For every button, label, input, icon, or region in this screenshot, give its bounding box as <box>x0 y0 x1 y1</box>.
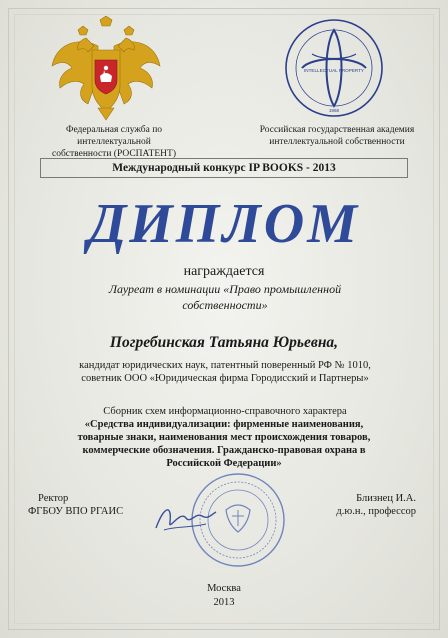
left-organization <box>28 124 200 160</box>
signature-icon <box>150 498 220 538</box>
collection-line4: Российской Федерации» <box>166 458 282 469</box>
right-org-line2: интеллектуальной собственности <box>269 137 405 147</box>
signer-degree: д.ю.н., профессор <box>336 506 416 517</box>
signer-block <box>296 492 416 518</box>
footer-city: Москва <box>207 583 241 594</box>
recipient-credentials <box>40 359 410 385</box>
footer <box>0 582 448 610</box>
collection-intro: Сборник схем информационно-справочного характера <box>103 406 347 417</box>
coat-of-arms-eagle-icon <box>48 16 164 124</box>
rgais-logo-icon <box>282 16 386 120</box>
right-organization <box>248 124 426 148</box>
logo-year: 1968 <box>328 108 340 113</box>
laureate-line2: собственности» <box>182 298 268 312</box>
rector-university: ФГБОУ ВПО РГАИС <box>28 506 124 517</box>
collection-line3: коммерческие обозначения. Гражданско-правовая охрана в <box>82 445 366 456</box>
laureate-nomination <box>90 281 360 313</box>
collection-title <box>34 418 414 470</box>
credentials-line2: советник ООО «Юридическая фирма Городисский и Партнеры» <box>81 373 369 384</box>
footer-year: 2013 <box>213 597 235 608</box>
recipient-name: Погребинская Татьяна Юрьевна, <box>109 334 339 351</box>
right-org-line1: Российская государственная академия <box>259 125 415 135</box>
collection-line2: товарные знаки, наименования мест происхождения товаров, <box>77 432 371 443</box>
left-org-line1: Федеральная служба по интеллектуальной <box>65 125 163 147</box>
contest-title: Международный конкурс IP BOOKS - 2013 <box>40 158 408 178</box>
rector-title: Ректор <box>38 493 69 504</box>
logo-text: INTELLECTUAL PROPERTY <box>304 68 364 73</box>
collection-line1: «Средства индивидуализации: фирменные наименования, <box>84 419 364 430</box>
diploma-title: ДИПЛОМ <box>87 193 361 255</box>
awarded-text: награждается <box>183 264 265 279</box>
left-org-line2: собственности (РОСПАТЕНТ) <box>52 149 176 159</box>
laureate-line1: Лауреат в номинации «Право промышленной <box>108 282 342 296</box>
credentials-line1: кандидат юридических наук, патентный поверенный РФ № 1010, <box>79 360 371 371</box>
rector-signature-block <box>28 492 158 518</box>
signer-name: Близнец И.А. <box>356 493 416 504</box>
